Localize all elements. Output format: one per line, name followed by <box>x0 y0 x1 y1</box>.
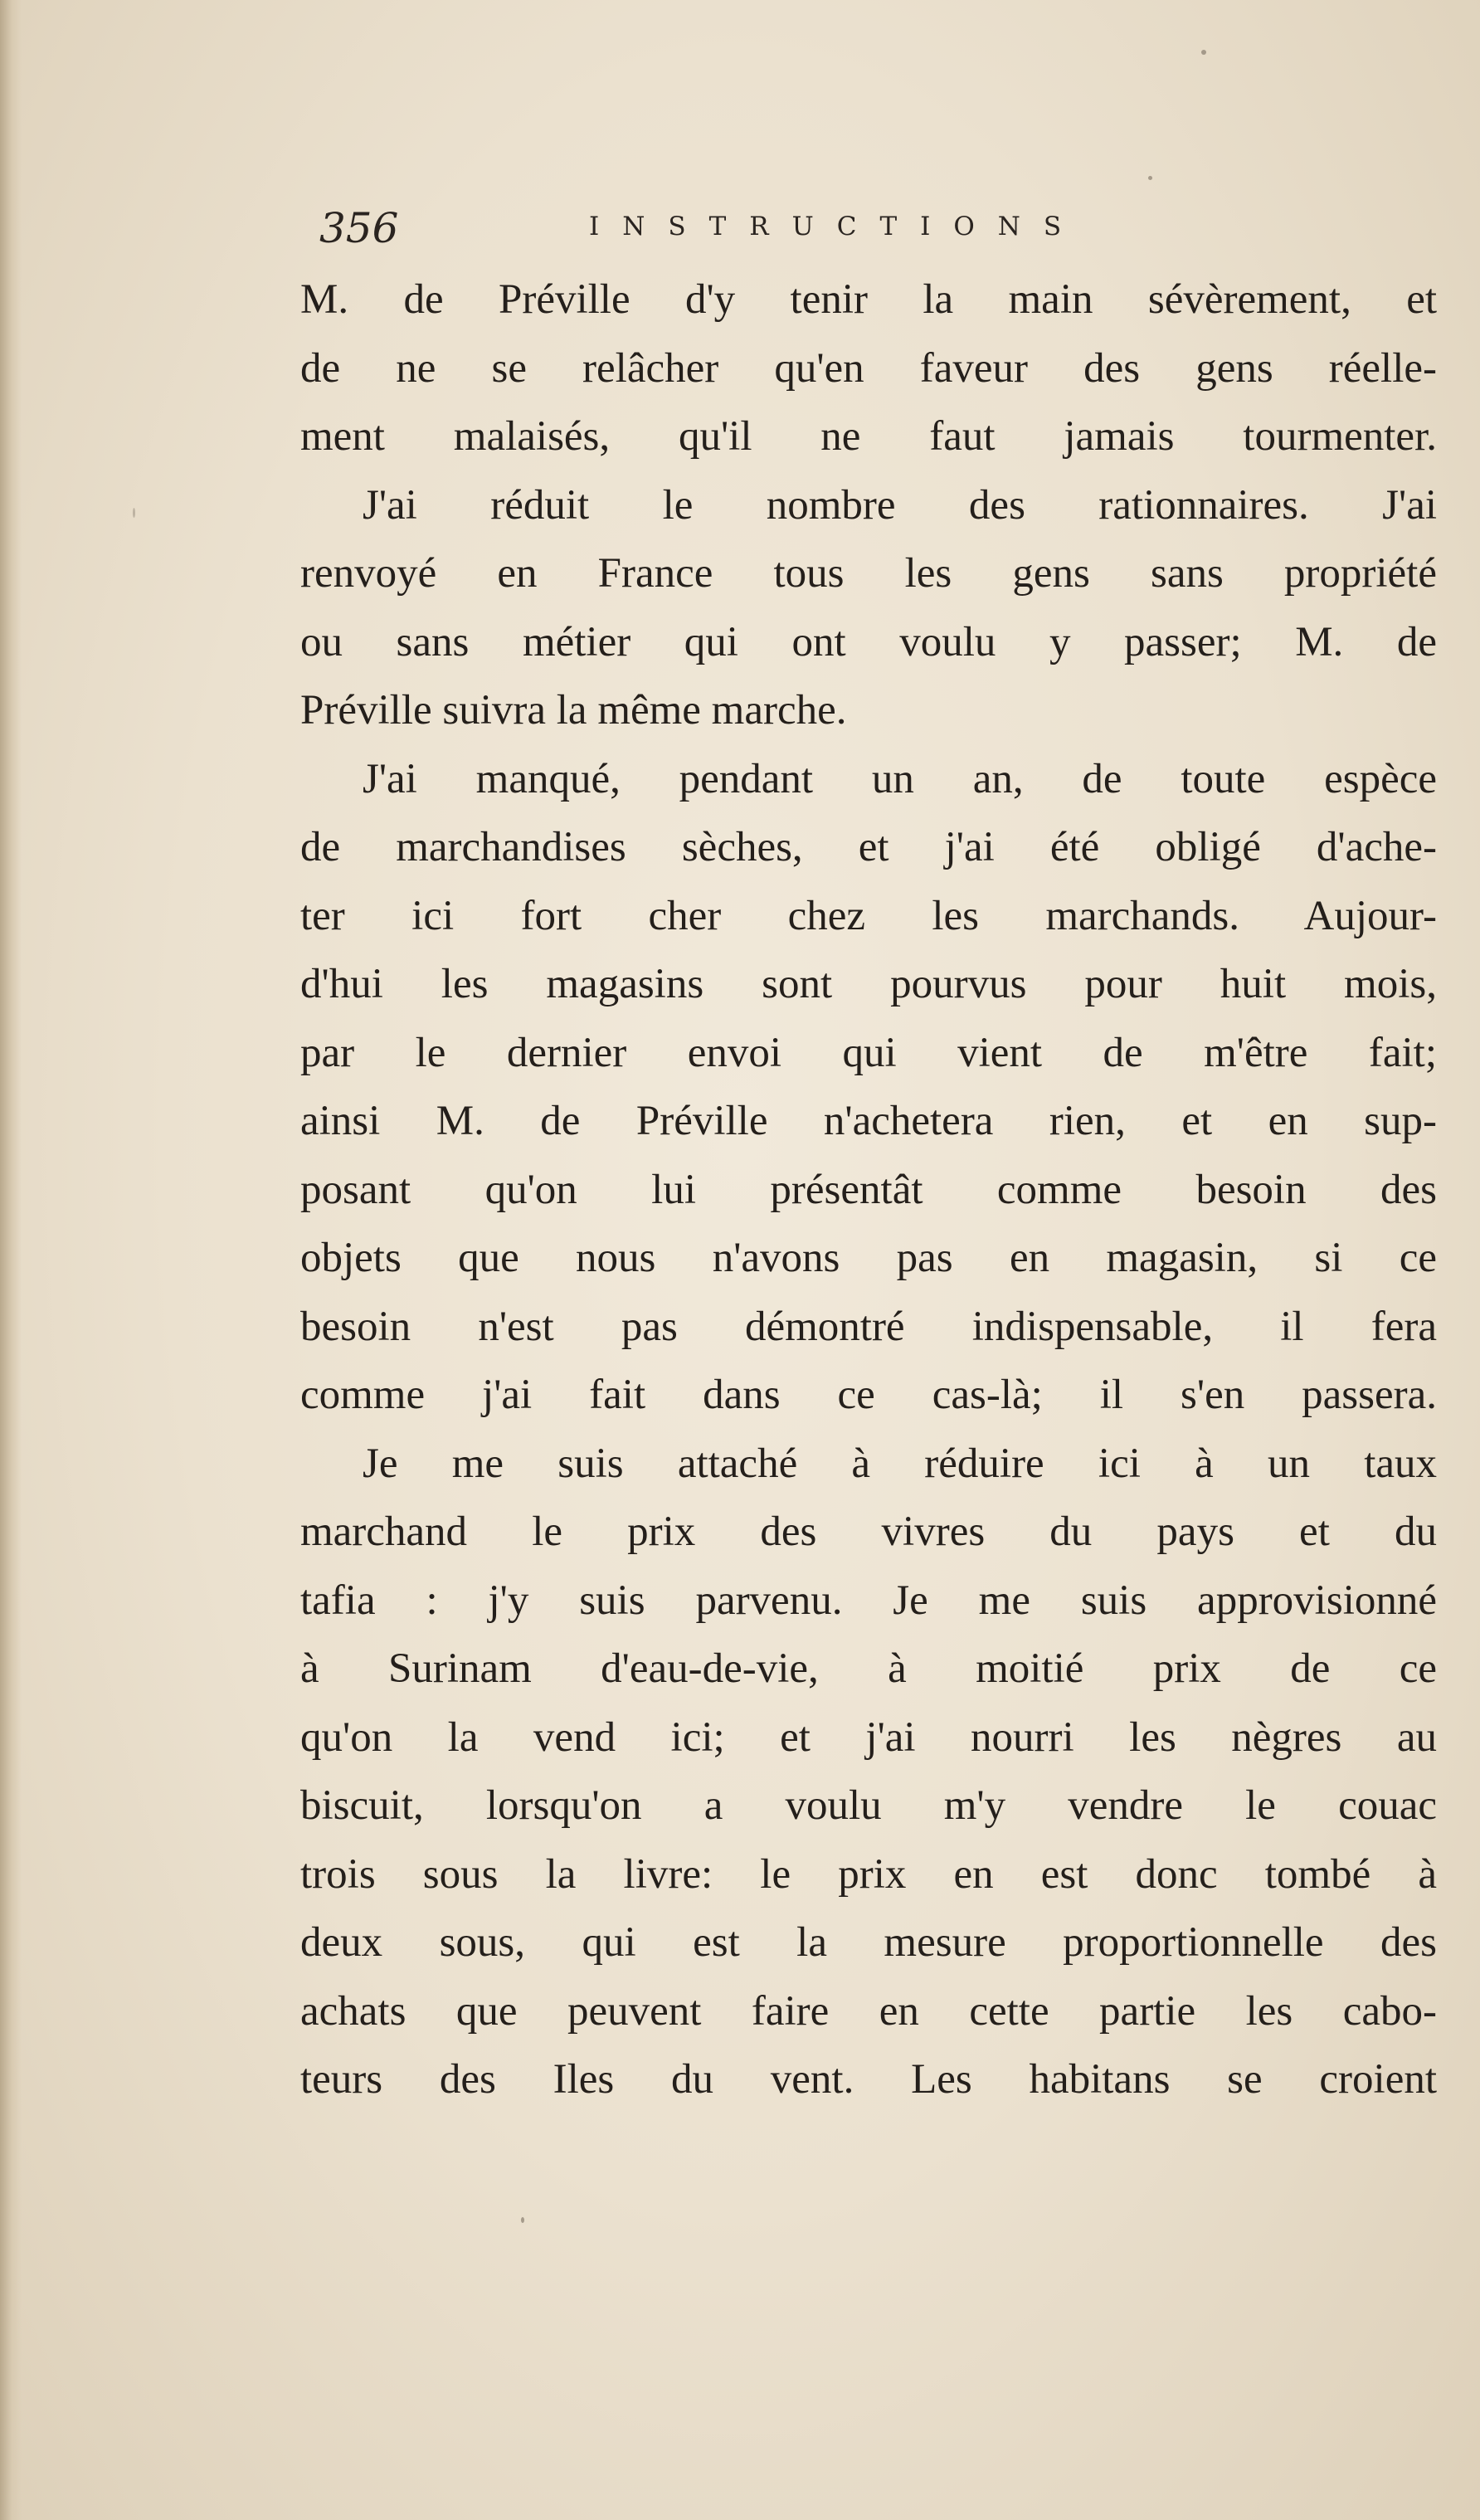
paper-speck <box>1201 50 1206 55</box>
text-line: objets que nous n'avons pas en magasin, si ce <box>300 1235 1437 1281</box>
text-line: ter ici fort cher chez les marchands. Aujour- <box>300 892 1437 939</box>
text-line: teurs des Iles du vent. Les habitans se croient <box>300 2056 1437 2103</box>
text-line: ainsi M. de Préville n'achetera rien, et en sup- <box>300 1098 1437 1144</box>
text-line: achats que peuvent faire en cette partie les cabo- <box>300 1987 1437 2035</box>
text-line: biscuit, lorsqu'on a voulu m'y vendre le couac <box>300 1782 1437 1829</box>
paper-speck <box>521 2217 524 2223</box>
page-number: 356 <box>319 204 399 252</box>
text-line: ment malaisés, qu'il ne faut jamais tourmenter. <box>300 413 1437 460</box>
running-head <box>319 195 1431 261</box>
text-line: besoin n'est pas démontré indispensable, il fera <box>300 1303 1437 1350</box>
text-line: à Surinam d'eau-de-vie, à moitié prix de ce <box>300 1645 1437 1692</box>
text-line: renvoyé en France tous les gens sans propriété <box>300 550 1437 597</box>
paper-speck <box>1148 176 1152 180</box>
text-line: M. de Préville d'y tenir la main sévèrement, et <box>300 276 1437 323</box>
text-line: posant qu'on lui présentât comme besoin des <box>300 1166 1437 1213</box>
text-line: tafia : j'y suis parvenu. Je me suis approvisionné <box>300 1577 1437 1624</box>
text-line: Préville suivra la même marche. <box>300 687 847 734</box>
text-line: par le dernier envoi qui vient de m'être fait; <box>300 1029 1437 1076</box>
paper-speck <box>133 508 135 518</box>
text-line: de ne se relâcher qu'en faveur des gens réelle- <box>300 344 1437 392</box>
page-binding-edge <box>0 0 22 2520</box>
running-head-title: INSTRUCTIONS <box>589 212 1085 241</box>
text-line: J'ai manqué, pendant un an, de toute espèce <box>363 755 1437 802</box>
text-line: d'hui les magasins sont pourvus pour huit mois, <box>300 961 1437 1007</box>
text-line: deux sous, qui est la mesure proportionnelle des <box>300 1919 1437 1966</box>
body-text <box>300 266 1437 2114</box>
text-line: qu'on la vend ici; et j'ai nourri les nègres au <box>300 1713 1437 1761</box>
text-line: comme j'ai fait dans ce cas-là; il s'en passera. <box>300 1372 1437 1418</box>
text-line: de marchandises sèches, et j'ai été obligé d'ache- <box>300 824 1437 870</box>
text-line: trois sous la livre: le prix en est donc tombé à <box>300 1850 1437 1898</box>
text-line: marchand le prix des vivres du pays et du <box>300 1509 1437 1555</box>
text-line: ou sans métier qui ont voulu y passer; M. de <box>300 618 1437 665</box>
text-line: Je me suis attaché à réduire ici à un taux <box>363 1440 1437 1487</box>
text-line: J'ai réduit le nombre des rationnaires. J'ai <box>363 481 1437 529</box>
